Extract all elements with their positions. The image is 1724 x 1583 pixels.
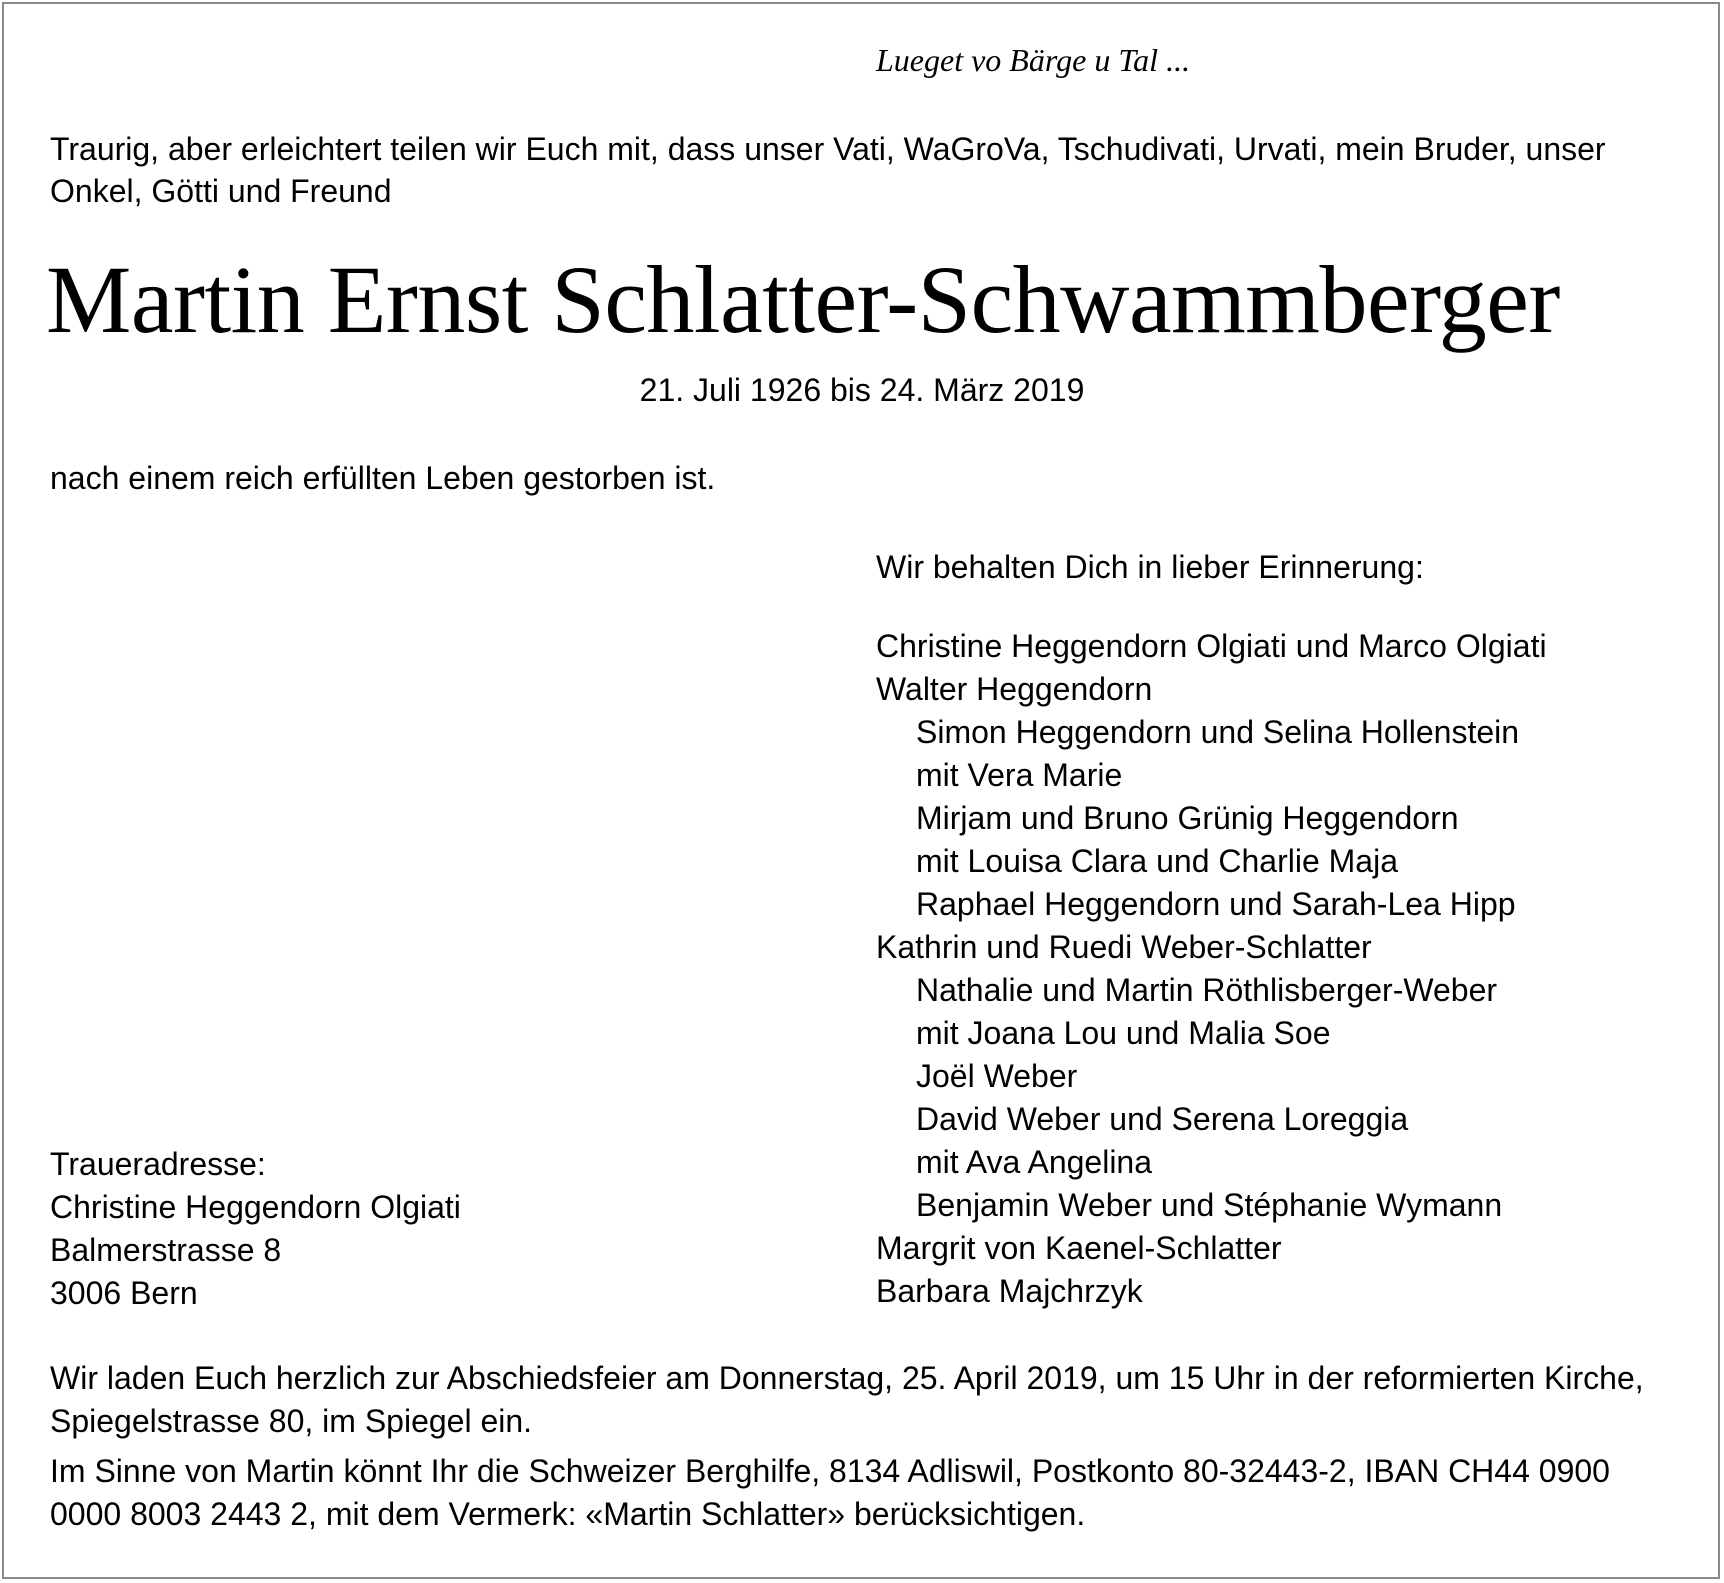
invitation-text: Wir laden Euch herzlich zur Abschiedsfeier am Donnerstag, 25. April 2019, um 15 Uhr in der reformierten Kirche, Spiegelstrasse 80, im Spiegel ein. bbox=[50, 1360, 1644, 1439]
address-name: Christine Heggendorn Olgiati bbox=[50, 1189, 461, 1225]
remember-heading: Wir behalten Dich in lieber Erinnerung: bbox=[876, 549, 1424, 585]
address-street: Balmerstrasse 8 bbox=[50, 1232, 282, 1268]
mourning-address bbox=[50, 1143, 461, 1315]
donation-text: Im Sinne von Martin könnt Ihr die Schweizer Berghilfe, 8134 Adliswil, Postkonto 80-32443-2, IBAN CH44 0900 0000 8003 2443 2, mit dem Vermerk: «Martin Schlatter» berücksichtigen. bbox=[50, 1453, 1610, 1532]
family-list bbox=[876, 625, 1547, 1313]
family-member: Walter Heggendorn bbox=[876, 671, 1153, 707]
family-member: David Weber und Serena Loreggia bbox=[916, 1101, 1409, 1137]
family-member: Simon Heggendorn und Selina Hollenstein bbox=[916, 714, 1520, 750]
family-member: Joël Weber bbox=[916, 1058, 1078, 1094]
address-label: Traueradresse: bbox=[50, 1146, 266, 1182]
family-member: Barbara Majchrzyk bbox=[876, 1273, 1143, 1309]
family-member: mit Joana Lou und Malia Soe bbox=[916, 1015, 1331, 1051]
after-text: nach einem reich erfüllten Leben gestorben ist. bbox=[50, 460, 716, 496]
intro-line-2: Onkel, Götti und Freund bbox=[50, 173, 392, 209]
family-member: Margrit von Kaenel-Schlatter bbox=[876, 1230, 1282, 1266]
family-member: Raphael Heggendorn und Sarah-Lea Hipp bbox=[916, 886, 1516, 922]
address-city: 3006 Bern bbox=[50, 1275, 198, 1311]
intro-text bbox=[50, 128, 1680, 212]
family-member: mit Vera Marie bbox=[916, 757, 1123, 793]
family-member: mit Louisa Clara und Charlie Maja bbox=[916, 843, 1398, 879]
life-dates: 21. Juli 1926 bis 24. März 2019 bbox=[639, 372, 1085, 408]
intro-line-1: Traurig, aber erleichtert teilen wir Euch mit, dass unser Vati, WaGroVa, Tschudivati, Urvati, mein Bruder, unser bbox=[50, 131, 1606, 167]
family-member: Benjamin Weber und Stéphanie Wymann bbox=[916, 1187, 1503, 1223]
family-member: Christine Heggendorn Olgiati und Marco Olgiati bbox=[876, 628, 1547, 664]
family-member: Mirjam und Bruno Grünig Heggendorn bbox=[916, 800, 1459, 836]
family-member: Nathalie und Martin Röthlisberger-Weber bbox=[916, 972, 1498, 1008]
motto: Lueget vo Bärge u Tal ... bbox=[876, 42, 1191, 78]
family-member: mit Ava Angelina bbox=[916, 1144, 1153, 1180]
family-member: Kathrin und Ruedi Weber-Schlatter bbox=[876, 929, 1372, 965]
deceased-name: Martin Ernst Schlatter-Schwammberger bbox=[46, 246, 1560, 353]
